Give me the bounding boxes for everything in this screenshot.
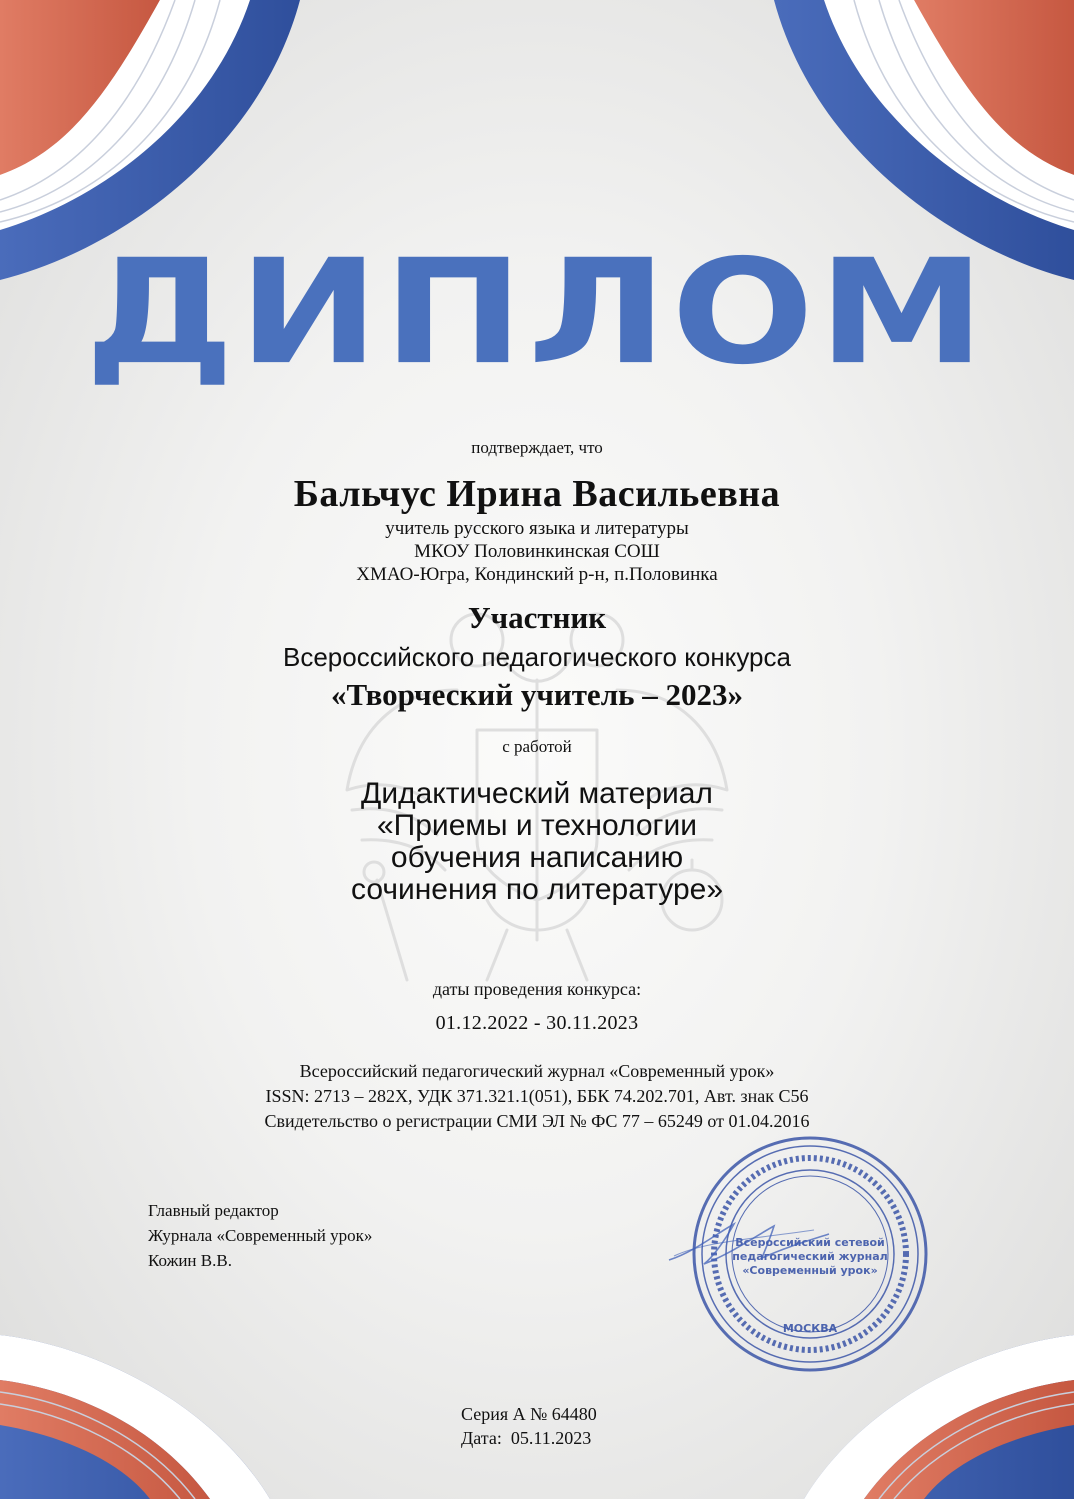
recipient-school: МКОУ Половинкинская СОШ <box>414 541 660 562</box>
recipient-position: учитель русского языка и литературы <box>385 518 689 539</box>
work-title <box>0 778 1074 906</box>
journal-name: Всероссийский педагогический журнал «Современный урок» <box>299 1061 775 1081</box>
participant-status: Участник <box>467 600 607 635</box>
work-title-line: сочинения по литературе» <box>350 873 724 906</box>
confirms-text: подтверждает, что <box>471 438 603 457</box>
recipient-name: Бальчус Ирина Васильевна <box>293 473 781 515</box>
bottom-left-ribbon <box>0 1335 270 1499</box>
contest-name: «Творческий учитель – 2023» <box>331 677 743 712</box>
diploma-title: ДИПЛОМ <box>84 227 990 397</box>
registration-line: Свидетельство о регистрации СМИ ЭЛ № ФС 77 – 65249 от 01.04.2016 <box>264 1111 810 1131</box>
work-title-line: «Приемы и технологии <box>377 809 697 842</box>
dates-label: даты проведения конкурса: <box>432 979 642 999</box>
stamp-line-2: педагогический журнал <box>732 1250 888 1263</box>
stamp-line-1: Всероссийский сетевой <box>735 1236 885 1249</box>
work-title-line: Дидактический материал <box>361 777 713 810</box>
editor-journal: Журнала «Современный урок» <box>148 1226 373 1245</box>
stamp-line-3: «Современный урок» <box>742 1264 878 1277</box>
issue-date: Дата: 05.11.2023 <box>461 1428 592 1448</box>
serial-block <box>461 1402 597 1450</box>
contest-dates: 01.12.2022 - 30.11.2023 <box>435 1012 639 1034</box>
editor-role: Главный редактор <box>148 1201 279 1220</box>
recipient-region: ХМАО-Югра, Кондинский р-н, п.Половинка <box>356 564 718 585</box>
contest-type: Всероссийского педагогического конкурса <box>283 642 791 672</box>
issn-line: ISSN: 2713 – 282X, УДК 371.321.1(051), ББК 74.202.701, Авт. знак С56 <box>265 1086 809 1106</box>
with-work-label: с работой <box>502 737 572 756</box>
work-title-line: обучения написанию <box>390 841 684 874</box>
editor-block <box>148 1198 372 1273</box>
serial-number: Серия А № 64480 <box>461 1404 597 1424</box>
editor-signature <box>664 1212 834 1272</box>
editor-name: Кожин В.В. <box>148 1251 232 1270</box>
stamp-city: МОСКВА <box>782 1322 838 1335</box>
